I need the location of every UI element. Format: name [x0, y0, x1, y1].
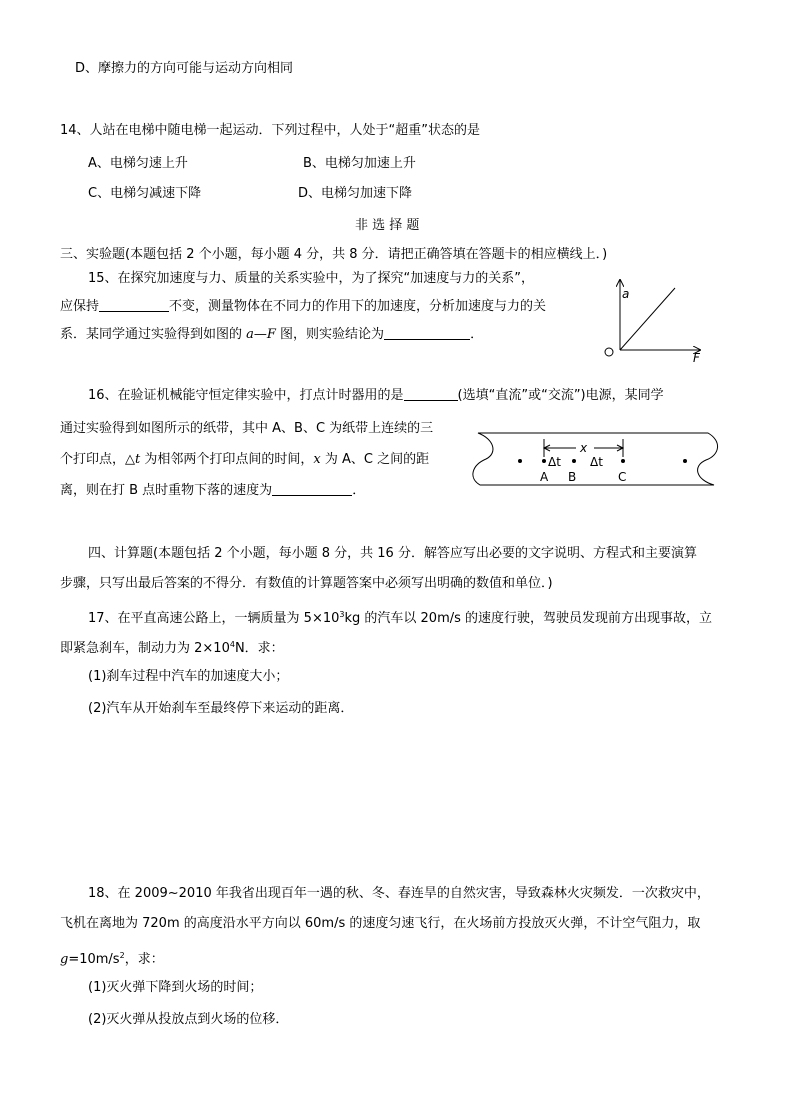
- q18-line3-post: ，求：: [124, 952, 164, 967]
- q16-line3: [60, 451, 429, 469]
- q14-option-d: D、电梯匀加速下降: [298, 186, 413, 201]
- section3-heading: 三、实验题(本题包括 2 个小题，每小题 4 分，共 8 分．请把正确答填在答题卡的相应横线上．): [60, 247, 608, 262]
- q16-dot-b: [572, 459, 576, 463]
- q16-dot-5: [683, 459, 687, 463]
- q16-line3-mid: 为相邻两个打印点间的时间，: [140, 452, 314, 467]
- q14-stem: 14、人站在电梯中随电梯一起运动．下列过程中，人处于“超重”状态的是: [60, 123, 481, 138]
- q14-option-b: B、电梯匀加速上升: [303, 156, 416, 171]
- q15-line3-post: 图，则实验结论为: [275, 327, 385, 342]
- section4-line1: 四、计算题(本题包括 2 个小题，每小题 8 分，共 16 分．解答应写出必要的文字说明、方程式和主要演算: [88, 546, 697, 561]
- q16-line1: [88, 387, 664, 405]
- q14-option-c: C、电梯匀减速下降: [88, 186, 202, 201]
- q15-x-label: F: [693, 351, 700, 365]
- q15-line3-pre: 系．某同学通过实验得到如图的: [60, 327, 247, 342]
- q16-dt-label-2: Δt: [590, 455, 603, 469]
- q16-paper-tape: [470, 425, 730, 495]
- q16-line1-post: (选填“直流”或“交流”)电源，某同学: [457, 388, 664, 403]
- q17-sub1: (1)刹车过程中汽车的加速度大小；: [88, 669, 289, 684]
- q18-line3-pre: =10m/s: [68, 952, 120, 967]
- q16-dot-c: [621, 459, 625, 463]
- q16-line3-post: 为 A、C 之间的距: [320, 452, 430, 467]
- q16-label-a: A: [540, 470, 549, 484]
- q18-g-symbol: g: [60, 952, 69, 967]
- q16-line2: 通过实验得到如图所示的纸带，其中 A、B、C 为纸带上连续的三: [60, 421, 434, 436]
- q15-origin-marker: [605, 348, 613, 356]
- q15-graph-var: a—F: [246, 327, 276, 342]
- q15-line1: 15、在探究加速度与力、质量的关系实验中，为了探究“加速度与力的关系”，: [88, 271, 535, 286]
- q17-force-exponent: 4: [229, 640, 235, 649]
- q16-line4-pre: 离，则在打 B 点时重物下落的速度为: [60, 483, 273, 498]
- q16-label-c: C: [618, 470, 627, 484]
- q16-dt-label-1: Δt: [548, 455, 561, 469]
- q16-line4-end: ．: [352, 483, 366, 498]
- q17-line2: [60, 636, 284, 658]
- q17-line2-pre: 即紧急刹车，制动力为 2×10: [60, 641, 230, 656]
- q14-option-a: A、电梯匀速上升: [88, 156, 188, 171]
- q16-dot-a: [542, 459, 546, 463]
- q17-mass-exponent: 3: [339, 610, 345, 619]
- q18-line2: 飞机在离地为 720m 的高度沿水平方向以 60m/s 的速度匀速飞行，在火场前方投放灭火弹，不计空气阻力，取: [60, 916, 701, 931]
- q15-line3-end: ．: [470, 327, 484, 342]
- q16-line4: [60, 482, 365, 500]
- q18-g-exponent: 2: [119, 951, 125, 960]
- q18-sub2: (2)灭火弹从投放点到火场的位移．: [88, 1012, 289, 1027]
- q18-line3: [60, 947, 164, 969]
- q15-line2-pre: 应保持: [60, 299, 100, 314]
- q15-blank-2[interactable]: [384, 327, 470, 340]
- q15-a-f-graph: [600, 270, 710, 370]
- q17-line2-post: N．求：: [234, 641, 284, 656]
- q16-label-b: B: [568, 470, 577, 484]
- q17-line1: [88, 606, 712, 628]
- q15-line3: [60, 326, 483, 344]
- section-title: 非 选 择 题: [355, 218, 420, 233]
- q15-y-label: a: [622, 287, 630, 301]
- q16-blank-1[interactable]: [404, 388, 458, 401]
- q13-option-d: D、摩擦力的方向可能与运动方向相同: [75, 61, 294, 76]
- q17-sub2: (2)汽车从开始刹车至最终停下来运动的距离．: [88, 701, 354, 716]
- q15-blank-1[interactable]: [99, 299, 169, 312]
- q15-line2-post: 不变，测量物体在不同力的作用下的加速度，分析加速度与力的关: [169, 299, 547, 314]
- q16-line3-x: x: [313, 452, 321, 467]
- q15-line2: [60, 298, 546, 316]
- q18-line1: 18、在 2009~2010 年我省出现百年一遇的秋、冬、春连旱的自然灾害，导致森林火灾频发．一次救灾中，: [88, 886, 710, 901]
- section4-line2: 步骤，只写出最后答案的不得分．有数值的计算题答案中必须写出明确的数值和单位．): [60, 576, 553, 591]
- q17-line1-pre: 17、在平直高速公路上，一辆质量为 5×10: [88, 611, 340, 626]
- q16-line1-pre: 16、在验证机械能守恒定律实验中，打点计时器用的是: [88, 388, 404, 403]
- q16-dot-1: [518, 459, 522, 463]
- q18-sub1: (1)灭火弹下降到火场的时间；: [88, 980, 263, 995]
- q16-line3-t: t: [135, 452, 141, 467]
- q16-line3-pre: 个打印点，△: [60, 452, 135, 467]
- q16-x-label: x: [580, 441, 588, 455]
- q17-line1-post: kg 的汽车以 20m/s 的速度行驶，驾驶员发现前方出现事故，立: [344, 611, 713, 626]
- q16-blank-2[interactable]: [272, 483, 352, 496]
